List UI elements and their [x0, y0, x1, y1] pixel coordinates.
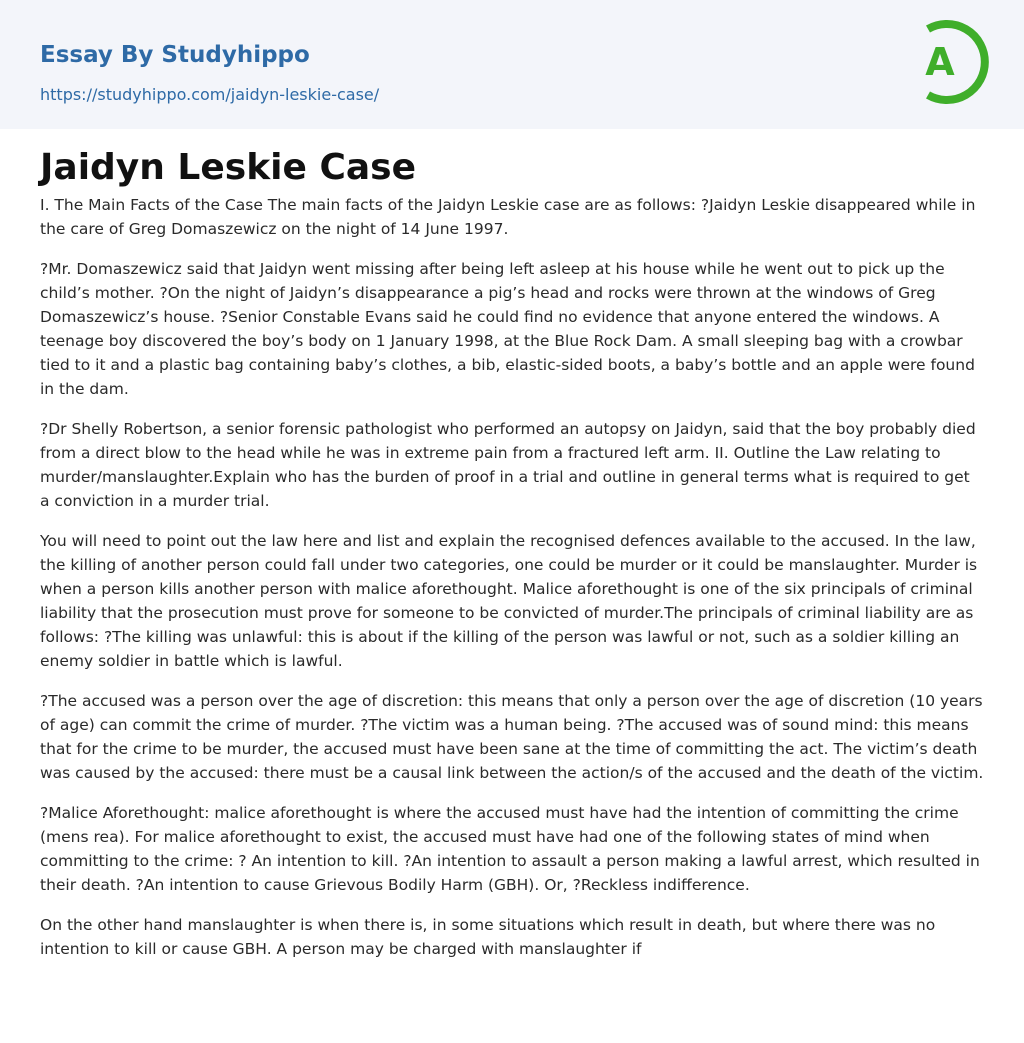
studyhippo-logo-icon[interactable]	[907, 17, 991, 107]
site-header	[0, 0, 1024, 129]
paragraph-5: ?The accused was a person over the age of discretion: this means that only a person over the age of discretion (10 years of age) can commit the crime of murder. ?The victim was a human being. ?The accused was of sound mind: this means that for the crime to be murder, the accused must have been sane at the time of committing the act. The victim’s death was caused by the accused: there must be a causal link between the action/s of the accused and the death of the victim.	[40, 692, 984, 782]
paragraph-2: ?Mr. Domaszewicz said that Jaidyn went missing after being left asleep at his house while he went out to pick up the child’s mother. ?On the night of Jaidyn’s disappearance a pig’s head and rocks were thrown at the windows of Greg Domaszewicz’s house. ?Senior Constable Evans said he could find no evidence that anyone entered the windows. A teenage boy discovered the boy’s body on 1 January 1998, at the Blue Rock Dam. A small sleeping bag with a crowbar tied to it and a plastic bag containing baby’s clothes, a bib, elastic-sided boots, a baby’s bottle and an apple were found in the dam.	[40, 260, 975, 398]
paragraph-6: ?Malice Aforethought: malice aforethought is where the accused must have had the intention of committing the crime (mens rea). For malice aforethought to exist, the accused must have had one of the following states of mind when committing to the crime: ? An intention to kill. ?An intention to assault a person making a lawful arrest, which resulted in their death. ?An intention to cause Grievous Bodily Harm (GBH). Or, ?Reckless indifference.	[40, 804, 980, 894]
paragraph-1: I. The Main Facts of the Case The main facts of the Jaidyn Leskie case are as follows: ?Jaidyn Leskie disappeared while in the care of Greg Domaszewicz on the night of 14 June 1997.	[40, 196, 976, 238]
essay-url-link[interactable]: https://studyhippo.com/jaidyn-leskie-case/	[40, 85, 380, 104]
article-title: Jaidyn Leskie Case	[40, 147, 416, 188]
paragraph-4: You will need to point out the law here and list and explain the recognised defences available to the accused. In the law, the killing of another person could fall under two categories, one could be murder or it could be manslaughter. Murder is when a person kills another person with malice aforethought. Malice aforethought is one of the six principals of criminal liability that the prosecution must prove for someone to be convicted of murder.The principals of criminal liability are as follows: ?The killing was unlawful: this is about if the killing of the person was lawful or not, such as a soldier killing an enemy soldier in battle which is lawful.	[40, 532, 978, 670]
article	[0, 129, 1024, 961]
paragraph-7: On the other hand manslaughter is when there is, in some situations which result in death, but where there was no intention to kill or cause GBH. A person may be charged with manslaughter if	[40, 916, 936, 958]
brand-title[interactable]: Essay By Studyhippo	[40, 42, 310, 68]
logo-letter: A	[925, 40, 955, 84]
paragraph-3: ?Dr Shelly Robertson, a senior forensic pathologist who performed an autopsy on Jaidyn, said that the boy probably died from a direct blow to the head while he was in extreme pain from a fractured left arm. II. Outline the Law relating to murder/manslaughter.Explain who has the burden of proof in a trial and outline in general terms what is required to get a conviction in a murder trial.	[40, 420, 976, 510]
